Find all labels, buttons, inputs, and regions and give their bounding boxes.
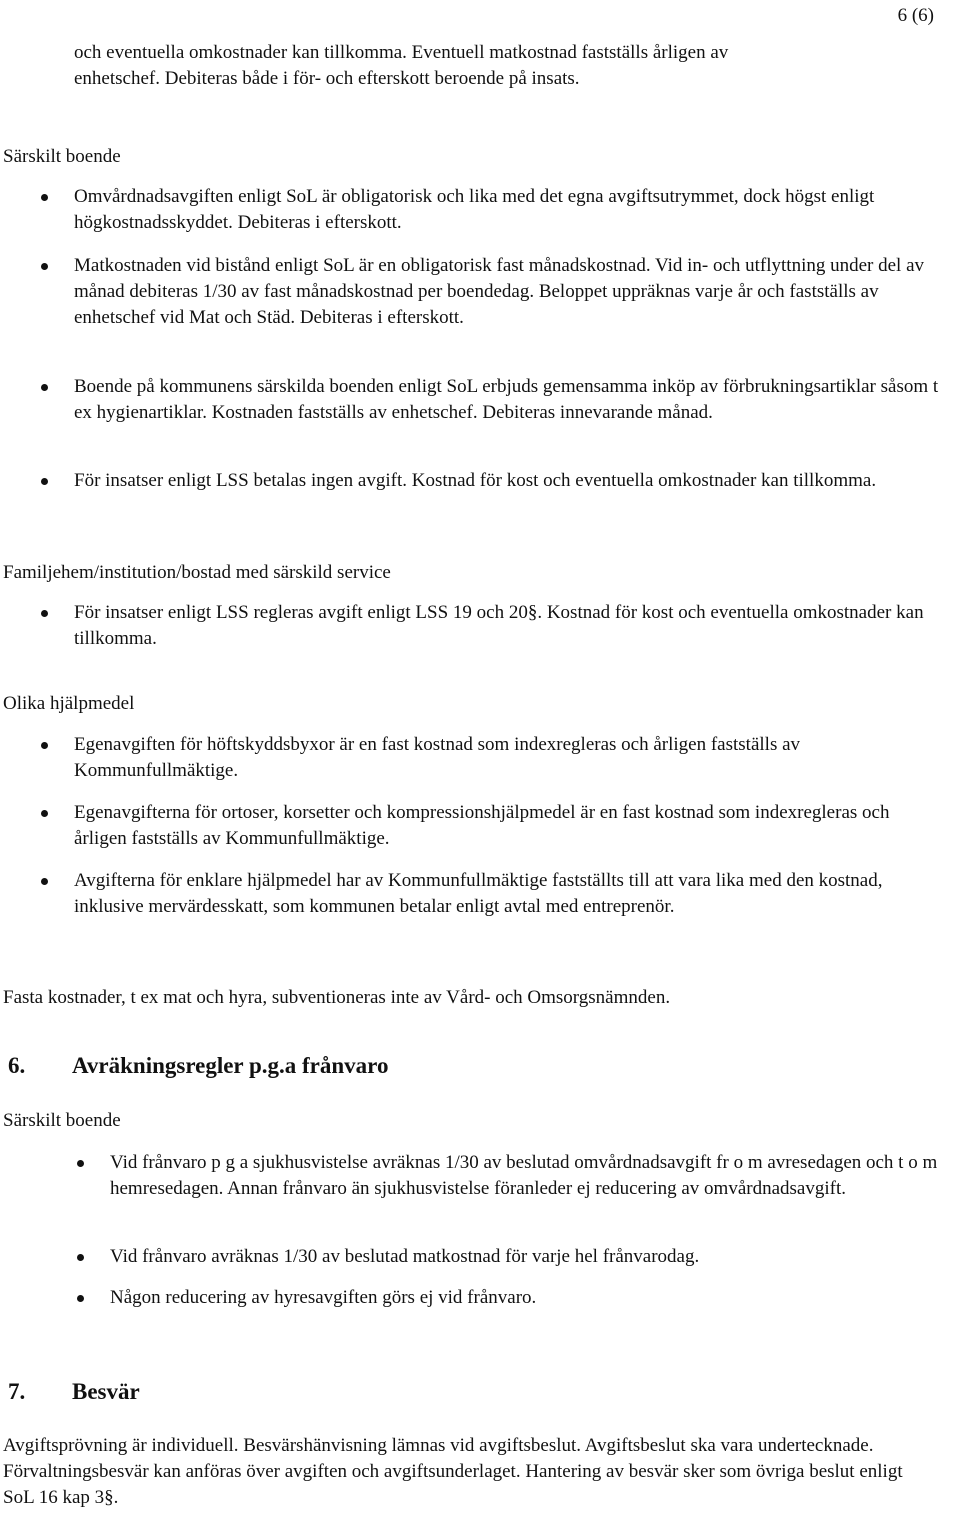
list-item-text: Omvårdnadsavgiften enligt SoL är obligatorisk och lika med det egna avgiftsutrymmet, dock högst enligt högkostnadsskyddet. Debiteras i efterskott. [74, 186, 875, 233]
section-6-subheading: Särskilt boende [3, 1110, 121, 1131]
list-item [74, 732, 940, 784]
list-item-text: För insatser enligt LSS betalas ingen avgift. Kostnad för kost och eventuella omkostnader kan tillkomma. [74, 470, 877, 491]
list-item [74, 184, 940, 236]
bullet-icon [41, 194, 48, 201]
bullet-icon [41, 878, 48, 885]
list-item-text: Vid frånvaro p g a sjukhusvistelse avräknas 1/30 av beslutad omvårdnadsavgift fr o m avresedagen och t o m hemresedagen. Annan frånvaro än sjukhusvistelse föranleder ej reducering av omvårdnadsavgift. [110, 1152, 938, 1199]
bullet-icon [41, 263, 48, 270]
subheading-hjalpmedel: Olika hjälpmedel [3, 693, 135, 714]
section-title: Avräkningsregler p.g.a frånvaro [72, 1053, 389, 1078]
section-7-heading [8, 1377, 140, 1407]
list-item [74, 374, 940, 426]
bullet-icon [77, 1295, 84, 1302]
list-item-text: Någon reducering av hyresavgiften görs ej vid frånvaro. [110, 1287, 537, 1308]
bullet-icon [77, 1254, 84, 1261]
fasta-kostnader-paragraph: Fasta kostnader, t ex mat och hyra, subventioneras inte av Vård- och Omsorgsnämnden. [3, 987, 671, 1008]
list-item [110, 1150, 940, 1202]
section-number: 7. [8, 1379, 26, 1404]
list-item-text: Matkostnaden vid bistånd enligt SoL är en obligatorisk fast månadskostnad. Vid in- och utflyttning under del av månad debiteras 1/30 av fast månadskostnad per boendedag. Beloppet uppräknas varje år och fastställs av enhetschef vid Mat och Städ. Debiteras i efterskott. [74, 255, 925, 328]
list-item [74, 868, 940, 920]
list-item-text: För insatser enligt LSS regleras avgift enligt LSS 19 och 20§. Kostnad för kost och eventuella omkostnader kan tillkomma. [74, 602, 924, 649]
subheading-familjehem: Familjehem/institution/bostad med särskild service [3, 562, 391, 583]
bullet-icon [41, 742, 48, 749]
list-item [74, 253, 940, 331]
intro-line: enhetschef. Debiteras både i för- och efterskott beroende på insats. [74, 68, 580, 89]
list-item-text: Egenavgiften för höftskyddsbyxor är en fast kostnad som indexregleras och årligen fastställs av Kommunfullmäktige. [74, 734, 801, 781]
section-6-heading [8, 1051, 388, 1081]
section-number: 6. [8, 1053, 26, 1078]
subheading-sarskilt-boende: Särskilt boende [3, 146, 121, 167]
bullet-icon [41, 810, 48, 817]
section-7-paragraph: Avgiftsprövning är individuell. Besvärshänvisning lämnas vid avgiftsbeslut. Avgiftsbeslut ska vara undertecknade. Förvaltningsbesvär kan anföras över avgiften och avgiftsunderlaget. Hantering av besvär sker som övriga beslut enligt SoL 16 kap 3§. [3, 1435, 903, 1508]
bullet-icon [41, 610, 48, 617]
intro-line: och eventuella omkostnader kan tillkomma. Eventuell matkostnad fastställs årligen av [74, 42, 729, 63]
list-item [74, 800, 940, 852]
list-item-text: Egenavgifterna för ortoser, korsetter och kompressionshjälpmedel är en fast kostnad som indexregleras och årligen fastställs av Kommunfullmäktige. [74, 802, 890, 849]
bullet-icon [77, 1160, 84, 1167]
section-title: Besvär [72, 1379, 140, 1404]
list-item [110, 1285, 940, 1311]
list-item [74, 468, 940, 494]
list-item-text: Avgifterna för enklare hjälpmedel har av Kommunfullmäktige fastställts till att vara lika med den kostnad, inklusive mervärdesskatt, som kommunen betalar enligt avtal med entreprenör. [74, 870, 883, 917]
bullet-icon [41, 384, 48, 391]
list-item-text: Boende på kommunens särskilda boenden enligt SoL erbjuds gemensamma inköp av förbrukningsartiklar såsom t ex hygienartiklar. Kostnaden fastställs av enhetschef. Debiteras innevarande månad. [74, 376, 939, 423]
list-item-text: Vid frånvaro avräknas 1/30 av beslutad matkostnad för varje hel frånvarodag. [110, 1246, 700, 1267]
list-item [74, 600, 940, 652]
bullet-icon [41, 478, 48, 485]
page-number: 6 (6) [897, 5, 934, 26]
list-item [110, 1244, 940, 1270]
intro-text [74, 40, 934, 92]
